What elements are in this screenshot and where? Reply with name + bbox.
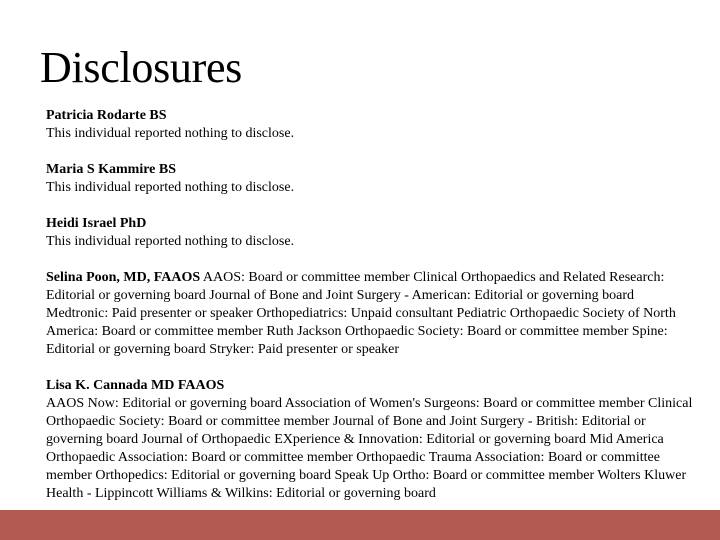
disclosure-entry bbox=[46, 377, 696, 503]
disclosure-text: This individual reported nothing to disclose. bbox=[46, 234, 295, 249]
disclosure-name: Maria S Kammire BS bbox=[46, 162, 177, 177]
disclosure-list bbox=[46, 107, 696, 521]
disclosure-name: Selina Poon, MD, FAAOS bbox=[46, 270, 201, 285]
disclosure-entry bbox=[46, 269, 696, 359]
disclosure-entry bbox=[46, 161, 696, 197]
footer-bar bbox=[0, 510, 720, 540]
disclosure-text: AAOS Now: Editorial or governing board Association of Women's Surgeons: Board or committee member Clinical Orthopaedic Society: Board or committee member Journal of Bone and Joint Surgery - British: Editorial or governing board Journal of Orthopaedic EXperience & Innovation: Editorial or governing board Mid America Orthopaedic Association: Board or committee member Orthopaedic Trauma Association: Board or committee member Orthopedics: Editorial or governing board Speak Up Ortho: Board or committee member Wolters Kluwer Health - Lippincott Williams & Wilkins: Editorial or governing board bbox=[46, 396, 693, 501]
disclosure-text: AAOS: Board or committee member Clinical Orthopaedics and Related Research: Editorial or governing board Journal of Bone and Joint Surgery - American: Editorial or governing board Medtronic: Paid presenter or speaker Orthopediatrics: Unpaid consultant Pediatric Orthopaedic Society of North America: Board or committee member Ruth Jackson Orthopaedic Society: Board or committee member Spine: Editorial or governing board Stryker: Paid presenter or speaker bbox=[46, 270, 676, 357]
disclosure-name: Lisa K. Cannada MD FAAOS bbox=[46, 378, 225, 393]
disclosure-text: This individual reported nothing to disclose. bbox=[46, 126, 295, 141]
disclosure-text: This individual reported nothing to disclose. bbox=[46, 180, 295, 195]
disclosure-entry bbox=[46, 107, 696, 143]
disclosure-name: Patricia Rodarte BS bbox=[46, 108, 167, 123]
disclosure-entry bbox=[46, 215, 696, 251]
disclosure-name: Heidi Israel PhD bbox=[46, 216, 147, 231]
slide-title: Disclosures bbox=[40, 43, 243, 92]
